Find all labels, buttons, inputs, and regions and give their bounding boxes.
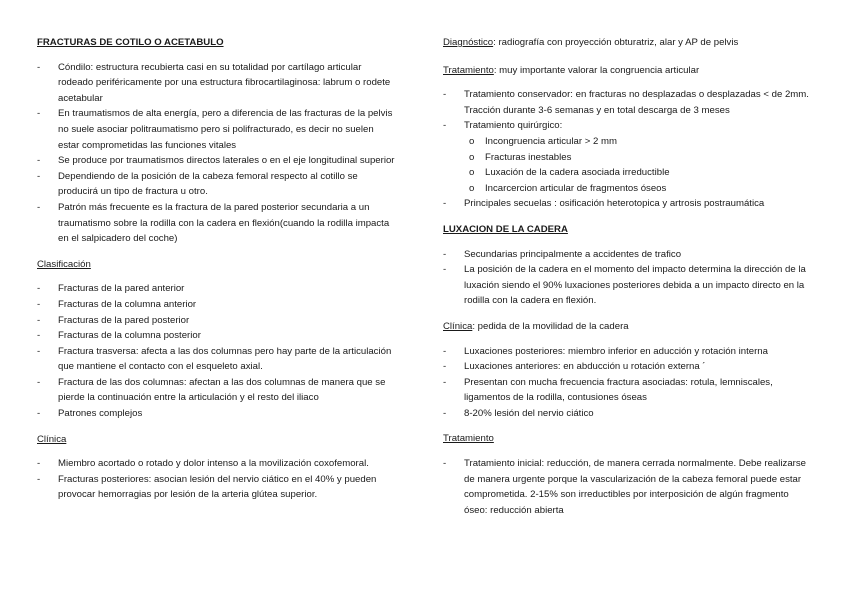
heading-clinica: Clínica: [37, 433, 67, 445]
list-item: - Fracturas de la columna anterior: [37, 297, 397, 313]
clinica-list: [443, 344, 813, 422]
tratamiento-line: [443, 63, 813, 79]
list-item: - La posición de la cadera en el momento del impacto determina la dirección de la luxación siendo el 90% luxaciones posteriores debida a un impacto directo en la rodilla con la cadera en flexión.: [443, 262, 813, 309]
list-item: - Patrón más frecuente es la fractura de la pared posterior secundaria a un traumatismo sobre la rodilla con la cadera en flexión(cuando la rodilla impacta en el salpicadero del coche): [37, 200, 397, 247]
list-item: - Fracturas de la pared anterior: [37, 281, 397, 297]
list-item: - 8-20% lesión del nervio ciático: [443, 406, 813, 422]
list-item: - Tratamiento inicial: reducción, de manera cerrada normalmente. Debe realizarse de manera urgente porque la vascularización de la cabeza femoral puede estar comprometida. 2-15% son irreductibles por interposición de algún fragmento óseo: reducción abierta: [443, 456, 813, 518]
sublist-item: o Fracturas inestables: [464, 150, 813, 166]
clinica-text: : pedida de la movilidad de la cadera: [472, 320, 629, 332]
list-item: - Miembro acortado o rotado y dolor intenso a la movilización coxofemoral.: [37, 456, 397, 472]
diagnostico-line: [443, 35, 813, 51]
quirurgico-sublist: [443, 134, 813, 196]
list-item: - Cóndilo: estructura recubierta casi en su totalidad por cartílago articular rodeado periféricamente por una estructura fibrocartilaginosa: labrum o rodete acetabular: [37, 60, 397, 107]
heading-clasificacion: Clasificación: [37, 258, 91, 270]
tratamiento-text: : muy importante valorar la congruencia articular: [493, 64, 700, 76]
left-column: [37, 0, 397, 503]
heading-tratamiento-luxacion: Tratamiento: [443, 433, 494, 445]
diagnostico-text: : radiografía con proyección obturatriz, alar y AP de pelvis: [493, 37, 739, 48]
intro-list: [37, 60, 397, 247]
list-item: - Luxaciones anteriores: en abducción u rotación externa ´: [443, 359, 813, 375]
secuelas-list: [443, 196, 813, 212]
list-item: - Secundarias principalmente a accidentes de trafico: [443, 247, 813, 263]
tratamiento-label: Tratamiento: [443, 64, 494, 76]
list-item: - Principales secuelas : osificación heterotopica y artrosis postraumática: [443, 196, 813, 212]
tratamiento-luxacion-list: [443, 456, 813, 518]
luxacion-list: [443, 247, 813, 309]
right-column: [443, 0, 813, 518]
list-item: - Fractura de las dos columnas: afectan a las dos columnas de manera que se pierde la continuación entre la articulación y el resto del iliaco: [37, 375, 397, 406]
sublist-item: o Incongruencia articular > 2 mm: [464, 134, 813, 150]
list-item: - Tratamiento conservador: en fracturas no desplazadas o desplazadas < de 2mm. Tracción durante 3-6 semanas y en total descarga de 3 meses: [443, 87, 813, 118]
list-item: - Tratamiento quirúrgico:: [443, 118, 813, 134]
list-item: - Fractura trasversa: afecta a las dos columnas pero hay parte de la articulación que mantiene el contacto con el esqueleto axial.: [37, 344, 397, 375]
clinica-label: Clínica: [443, 320, 473, 332]
sublist-item: o Incarcercion articular de fragmentos óseos: [464, 181, 813, 197]
list-item: - En traumatismos de alta energía, pero a diferencia de las fracturas de la pelvis no suele asociar politraumatismo pero si polifracturado, es decir no suelen estar comprometidas las funciones vitales: [37, 106, 397, 153]
list-item: - Patrones complejos: [37, 406, 397, 422]
list-item: - Se produce por traumatismos directos laterales o en el eje longitudinal superior: [37, 153, 397, 169]
clinica-list: [37, 456, 397, 503]
diagnostico-label: Diagnóstico: [443, 37, 494, 48]
clasificacion-list: [37, 281, 397, 421]
tratamiento-list: [443, 87, 813, 134]
section-title-luxacion: LUXACION DE LA CADERA: [443, 223, 568, 235]
list-item: - Dependiendo de la posición de la cabeza femoral respecto al cotillo se producirá un tipo de fractura u otro.: [37, 169, 397, 200]
list-item: - Presentan con mucha frecuencia fractura asociadas: rotula, lemniscales, ligamentos de la rodilla, contusiones óseas: [443, 375, 813, 406]
sublist-item: o Luxación de la cadera asociada irreductible: [464, 165, 813, 181]
list-item: - Fracturas posteriores: asocian lesión del nervio ciático en el 40% y pueden provocar hemorragias por lesión de la arteria glútea superior.: [37, 472, 397, 503]
list-item: - Fracturas de la columna posterior: [37, 328, 397, 344]
list-item: - Luxaciones posteriores: miembro inferior en aducción y rotación interna: [443, 344, 813, 360]
clinica-line: [443, 319, 813, 335]
list-item: - Fracturas de la pared posterior: [37, 313, 397, 329]
section-title-fracturas-cotilo: FRACTURAS DE COTILO O ACETABULO: [37, 37, 224, 48]
